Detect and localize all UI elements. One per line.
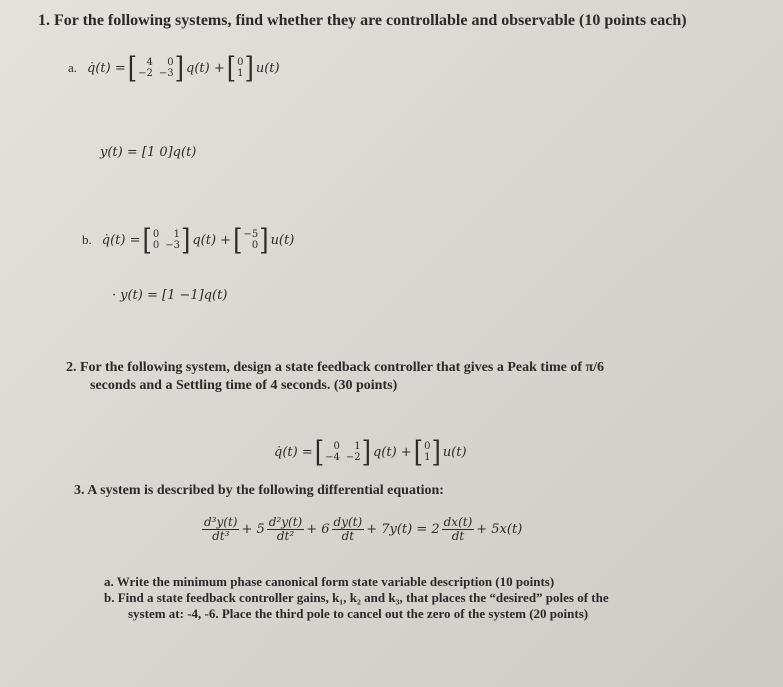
- q3-part-a: a. Write the minimum phase canonical form state variable description (10 points): [104, 574, 555, 589]
- matrix-cell: 1: [173, 229, 180, 240]
- fraction-numerator: d²y(t): [268, 515, 303, 529]
- q3-differential-equation: [200, 516, 522, 543]
- q3-coef-7-equals-2: + 7y(t) = 2: [366, 522, 440, 537]
- matrix-cell: 0: [251, 240, 259, 251]
- q2-u: u(t): [442, 444, 467, 460]
- q2-lhs: q̇(t) =: [274, 444, 313, 460]
- q3-part-b-line2: system at: -4, -6. Place the third pole to cancel out the zero of the system (20 points): [128, 606, 589, 621]
- matrix-cell: 1: [354, 441, 361, 452]
- matrix-cell: −2: [138, 68, 153, 79]
- q2-state-equation: [274, 435, 467, 469]
- fraction-denominator: dt: [451, 529, 465, 543]
- q1b-output-text: y(t) = [1 −1]q(t): [120, 288, 228, 303]
- q2-q: q(t) +: [372, 444, 412, 460]
- fraction-denominator: dt²: [276, 529, 295, 543]
- q3-coef-5: + 5: [241, 522, 265, 537]
- matrix-cell: 0: [333, 441, 340, 452]
- q1a-matrix-B: [ 0 1 ]: [226, 51, 254, 85]
- q2-matrix-A: [ 0 1 −4 −2 ]: [314, 435, 371, 469]
- q3-term-dy: [332, 516, 365, 543]
- q1b-state-equation: [82, 223, 295, 257]
- q1a-output-equation: y(t) = [1 0]q(t): [100, 145, 197, 160]
- q3-term-dx: [442, 516, 475, 543]
- q1a-u: u(t): [255, 60, 280, 76]
- matrix-cell: −5: [243, 229, 259, 240]
- matrix-cell: −3: [165, 240, 180, 251]
- q1b-lhs: q̇(t) =: [101, 232, 141, 248]
- q3-coef-6: + 6: [306, 522, 330, 537]
- bullet-dot: ·: [112, 288, 117, 303]
- matrix-cell: 0: [152, 229, 160, 240]
- matrix-cell: 0: [237, 57, 244, 68]
- matrix-cell: −3: [158, 68, 174, 79]
- matrix-cell: 1: [237, 68, 244, 79]
- q1b-output-equation: [112, 288, 227, 303]
- q1b-u: u(t): [270, 232, 295, 248]
- question-2-title-line2: seconds and a Settling time of 4 seconds. (30 points): [90, 378, 398, 393]
- q3-coef-5x: + 5x(t): [476, 522, 523, 537]
- question-1-title: 1. For the following systems, find whether they are controllable and observable (10 points each): [38, 12, 687, 29]
- fraction-denominator: dt³: [212, 529, 230, 543]
- fraction-denominator: dt: [341, 529, 355, 543]
- fraction-numerator: d³y(t): [204, 515, 238, 529]
- q1a-state-equation: [68, 51, 280, 85]
- matrix-cell: −2: [345, 452, 361, 463]
- matrix-cell: −4: [325, 452, 340, 463]
- q1a-matrix-A: [ 4 0 −2 −3 ]: [127, 51, 184, 85]
- q3-part-b-line1: b. Find a state feedback controller gains, k₁, k₂ and k₃, that places the “desired” poles of the: [104, 590, 609, 605]
- matrix-cell: 0: [152, 240, 160, 251]
- q1b-matrix-B: [ −5 0 ]: [233, 223, 269, 257]
- q1a-label: a.: [68, 60, 78, 75]
- fraction-numerator: dy(t): [333, 515, 363, 529]
- q1b-q: q(t) +: [192, 232, 232, 248]
- matrix-cell: 0: [167, 57, 174, 68]
- q1a-lhs: q̇(t) =: [87, 60, 126, 76]
- question-3-title: 3. A system is described by the following differential equation:: [74, 483, 444, 498]
- matrix-cell: 4: [146, 57, 153, 68]
- question-2-title-line1: 2. For the following system, design a state feedback controller that gives a Peak time of π/6: [66, 360, 605, 375]
- q1b-matrix-A: [ 0 1 0 −3 ]: [142, 223, 191, 257]
- fraction-numerator: dx(t): [443, 515, 473, 529]
- q3-term-d3y: [202, 516, 239, 543]
- q2-matrix-B: [ 0 1 ]: [413, 435, 441, 469]
- q3-term-d2y: [267, 516, 304, 543]
- q1a-q: q(t) +: [186, 60, 225, 76]
- q1b-label: b.: [82, 232, 92, 247]
- matrix-cell: 0: [424, 441, 431, 452]
- matrix-cell: 1: [424, 452, 431, 463]
